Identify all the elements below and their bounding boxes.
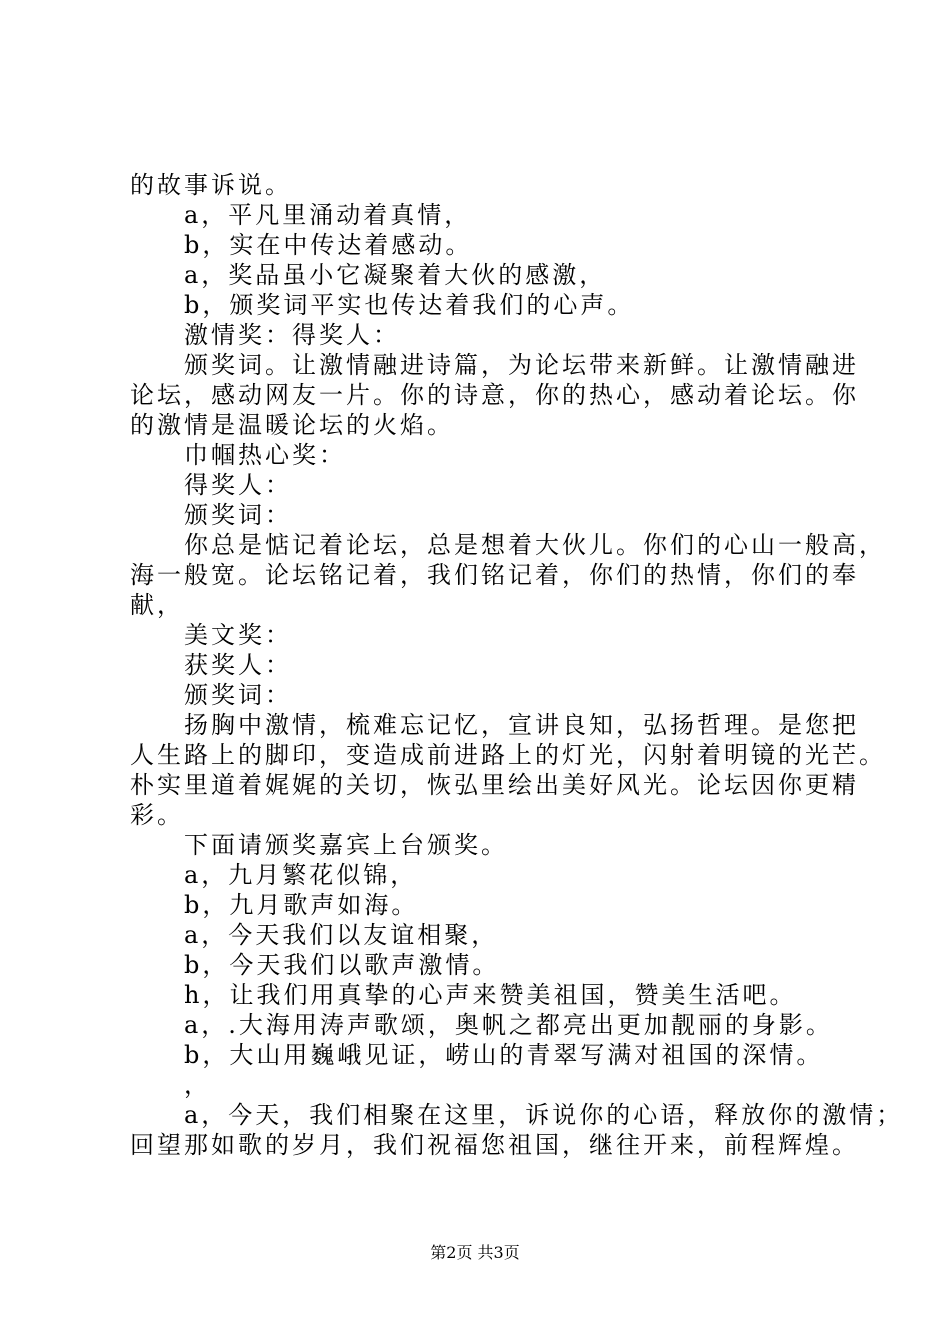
paragraph-line: a，今天，我们相聚在这里，诉说你的心语，释放你的激情； [130,1101,904,1129]
paragraph-line: a，奖品虽小它凝聚着大伙的感激， [130,261,607,289]
document-body [130,170,904,1160]
paragraph-line: a，今天我们以友谊相聚， [130,921,499,949]
paragraph-line: 论坛，感动网友一片。你的诗意，你的热心，感动着论坛。你 [130,381,859,409]
paragraph-line: ， [130,1071,211,1099]
paragraph-line: 海一般宽。论坛铭记着，我们铭记着，你们的热情，你们的奉 [130,561,859,589]
paragraph-line: b，颁奖词平实也传达着我们的心声。 [130,291,635,319]
paragraph-line: 得奖人： [130,471,292,499]
paragraph-line: h，让我们用真挚的心声来赞美祖国，赞美生活吧。 [130,981,797,1009]
paragraph-line: 下面请颁奖嘉宾上台颁奖。 [130,831,508,859]
paragraph-line: 激情奖：得奖人： [130,321,400,349]
paragraph-line: 颁奖词： [130,681,292,709]
paragraph-line: 的故事诉说。 [130,171,292,199]
paragraph-line: 献， [130,591,184,619]
page-number-footer: 第2页 共3页 [430,1243,520,1262]
paragraph-line: 回望那如歌的岁月，我们祝福您祖国，继往开来，前程辉煌。 [130,1131,859,1159]
paragraph-line: 美文奖： [130,621,292,649]
paragraph-line: 获奖人： [130,651,292,679]
paragraph-line: a，平凡里涌动着真情， [130,201,472,229]
paragraph-line: a，九月繁花似锦， [130,861,418,889]
paragraph-line: 颁奖词： [130,501,292,529]
paragraph-line: b，大山用巍峨见证，崂山的青翠写满对祖国的深情。 [130,1041,824,1069]
paragraph-line: 你总是惦记着论坛，总是想着大伙儿。你们的心山一般高， [130,531,886,559]
paragraph-line: b，今天我们以歌声激情。 [130,951,500,979]
paragraph-line: b，实在中传达着感动。 [130,231,473,259]
paragraph-line: 朴实里道着娓娓的关切，恢弘里绘出美好风光。论坛因你更精 [130,771,859,799]
paragraph-line: 扬胸中激情，梳难忘记忆，宣讲良知，弘扬哲理。是您把 [130,711,859,739]
paragraph-line: 彩。 [130,801,184,829]
paragraph-line: b，九月歌声如海。 [130,891,419,919]
paragraph-line: 人生路上的脚印，变造成前进路上的灯光，闪射着明镜的光芒。 [130,741,886,769]
paragraph-line: 的激情是温暖论坛的火焰。 [130,411,454,439]
paragraph-line: 颁奖词。让激情融进诗篇，为论坛带来新鲜。让激情融进 [130,351,859,379]
paragraph-line: 巾帼热心奖： [130,441,346,469]
paragraph-line: a，.大海用涛声歌颂，奥帆之都亮出更加靓丽的身影。 [130,1011,833,1039]
